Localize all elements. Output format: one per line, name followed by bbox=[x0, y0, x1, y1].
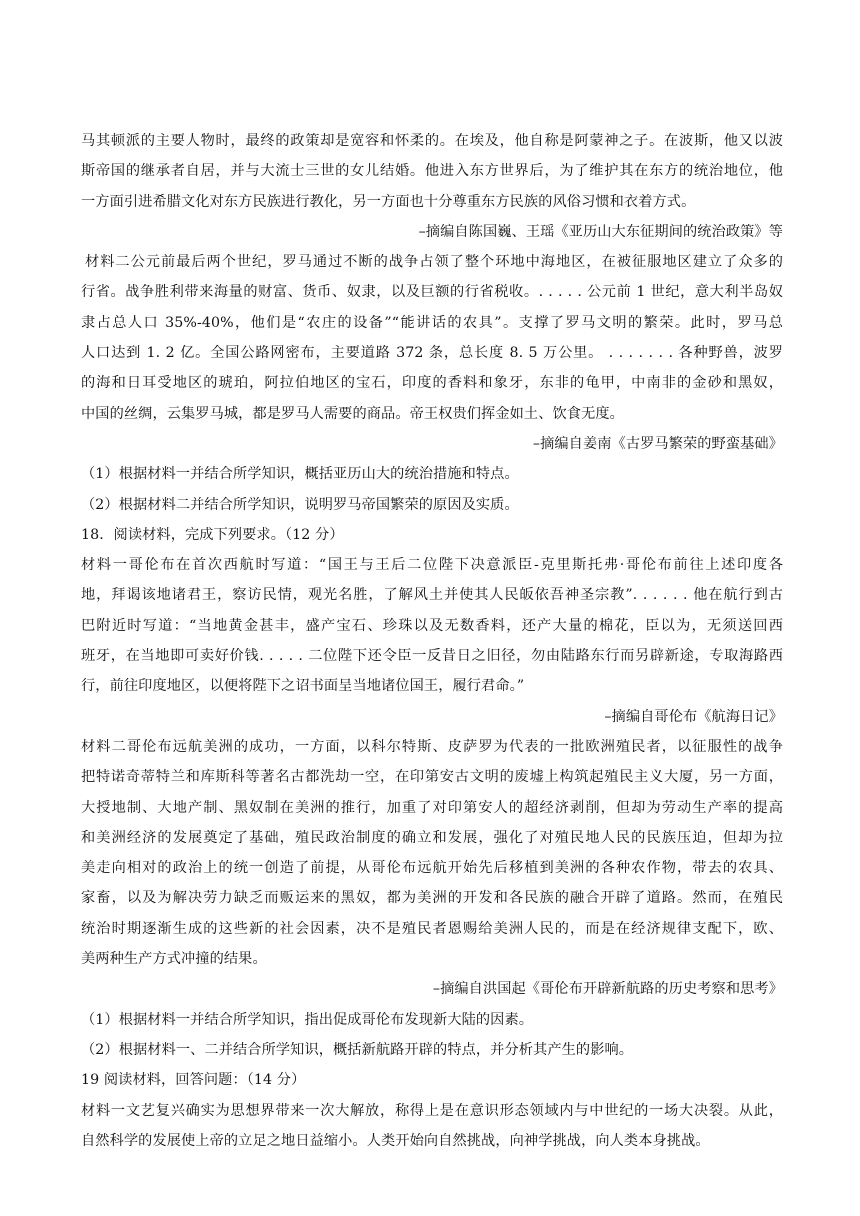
text-line: （1）根据材料一并结合所学知识，指出促成哥伦布发现新大陆的因素。 bbox=[81, 1011, 534, 1028]
text-line: 的海和日耳受地区的琥珀，阿拉伯地区的宝石，印度的香料和象牙，东非的龟甲，中南非的金砂和黑奴， bbox=[81, 375, 783, 392]
text-line: 中国的丝绸，云集罗马城，都是罗马人需要的商品。帝王权贵们挥金如土、饮食无度。 bbox=[81, 405, 624, 422]
text-line: 行，前往印度地区，以便将陛下之诏书面呈当地诸位国王，履行君命。” bbox=[81, 678, 525, 695]
text-line: （1）根据材料一并结合所学知识，概括亚历山大的统治措施和特点。 bbox=[81, 466, 519, 483]
text-line: 行省。战争胜利带来海量的财富、货币、奴隶，以及巨额的行省税收。. . . . . 公元前 1 世纪，意大利半岛奴 bbox=[81, 284, 783, 301]
text-line: –摘编自陈国巍、王瑶《亚历山大东征期间的统治政策》等 bbox=[418, 223, 783, 240]
text-line: 班牙，在当地即可卖好价钱. . . . . 二位陛下还令臣一反昔日之旧径，勿由陆路东行而另辟新途，专取海路西 bbox=[81, 648, 783, 665]
text-line: 隶占总人口 35%-40%，他们是“农庄的设备”“能讲话的农具”。支撑了罗马文明的繁荣。此时，罗马总 bbox=[81, 314, 783, 331]
text-line: 斯帝国的继承者自居，并与大流士三世的女儿结婚。他进入东方世界后，为了维护其在东方的统治地位，他 bbox=[81, 163, 783, 180]
document-page bbox=[81, 126, 783, 1156]
text-line: 自然科学的发展使上帝的立足之地日益缩小。人类开始向自然挑战，向神学挑战，向人类本身挑战。 bbox=[81, 1132, 710, 1149]
text-line: 美走向相对的政治上的统一创造了前提，从哥伦布远航开始先后移植到美洲的各种农作物，带去的农具、 bbox=[81, 860, 783, 877]
text-line: 美两种生产方式冲撞的结果。 bbox=[81, 951, 267, 968]
text-line: 大授地制、大地产制、黑奴制在美洲的推行，加重了对印第安人的超经济剥削，但却为劳动生产率的提高 bbox=[81, 799, 783, 816]
text-line: 统治时期逐渐生成的这些新的社会因素，决不是殖民者恩赐给美洲人民的，而是在经济规律支配下，欧、 bbox=[81, 920, 783, 937]
text-line: 材料二公元前最后两个世纪，罗马通过不断的战争占领了整个环地中海地区，在被征服地区建立了众多的 bbox=[85, 254, 783, 271]
text-line: 把特诺奇蒂特兰和库斯科等著名古都洗劫一空，在印第安古文明的废墟上构筑起殖民主义大厦，另一方面， bbox=[81, 769, 783, 786]
text-line: 一方面引进希腊文化对东方民族进行教化，另一方面也十分尊重东方民族的风俗习惯和衣着方式。 bbox=[81, 193, 696, 210]
text-line: （2）根据材料一、二并结合所学知识，概括新航路开辟的特点，并分析其产生的影响。 bbox=[81, 1041, 634, 1058]
text-line: （2）根据材料二并结合所学知识，说明罗马帝国繁荣的原因及实质。 bbox=[81, 496, 519, 513]
text-line: 材料一文艺复兴确实为思想界带来一次大解放，称得上是在意识形态领域内与中世纪的一场大决裂。从此， bbox=[81, 1102, 783, 1119]
text-line: 人口达到 1. 2 亿。全国公路网密布，主要道路 372 条，总长度 8. 5 万公里。 . . . . . . . 各种野兽，波罗 bbox=[81, 345, 783, 362]
text-line: 巴附近时写道：“当地黄金甚丰，盛产宝石、珍珠以及无数香料，还产大量的棉花，臣以为，无须送回西 bbox=[81, 617, 783, 634]
text-line: 材料二哥伦布远航美洲的成功，一方面，以科尔特斯、皮萨罗为代表的一批欧洲殖民者，以征服性的战争 bbox=[81, 738, 783, 755]
text-line: –摘编自哥伦布《航海日记》 bbox=[604, 708, 783, 725]
text-line: 地，拜谒该地诸君王，察访民情，观光名胜，了解风土并使其人民皈依吾神圣宗教”. . . . . . 他在航行到古 bbox=[81, 587, 783, 604]
text-line: 和美洲经济的发展奠定了基础，殖民政治制度的确立和发展，强化了对殖民地人民的民族压迫，但却为拉 bbox=[81, 829, 783, 846]
text-line: –摘编自洪国起《哥伦布开辟新航路的历史考察和思考》 bbox=[432, 981, 783, 998]
text-line: 18．阅读材料，完成下列要求。（12 分） bbox=[81, 526, 344, 543]
text-line: 马其顿派的主要人物时，最终的政策却是宽容和怀柔的。在埃及，他自称是阿蒙神之子。在波斯，他又以波 bbox=[81, 133, 783, 149]
text-line: –摘编自姜南《古罗马繁荣的野蛮基础》 bbox=[532, 435, 783, 452]
text-line: 材料一哥伦布在首次西航时写道：“国王与王后二位陛下决意派臣-克里斯托弗·哥伦布前往上述印度各 bbox=[81, 557, 783, 574]
text-line: 家畜，以及为解决劳力缺乏而贩运来的黑奴，都为美洲的开发和各民族的融合开辟了道路。然而，在殖民 bbox=[81, 890, 783, 907]
text-line: 19 阅读材料，回答问题：（14 分） bbox=[81, 1072, 306, 1089]
